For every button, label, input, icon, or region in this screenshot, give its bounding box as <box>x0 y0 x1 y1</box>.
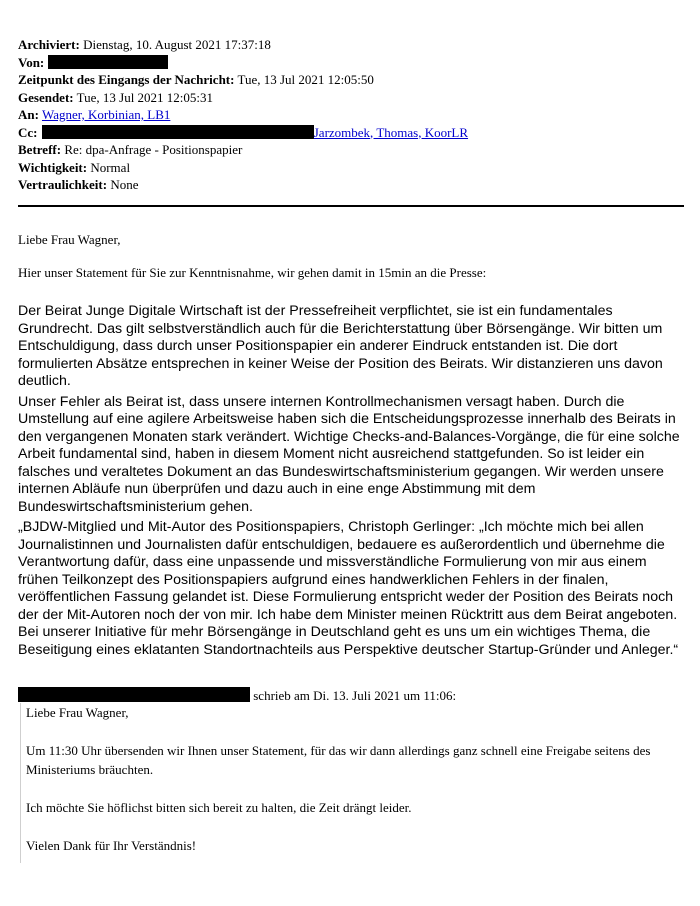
importance-row <box>18 159 468 177</box>
from-row <box>18 54 468 72</box>
subject-label: Betreff: <box>18 142 62 157</box>
redaction-bar <box>18 687 250 702</box>
received-label: Zeitpunkt des Eingangs der Nachricht: <box>18 72 235 87</box>
quoted-line: Ich möchte Sie höflichst bitten sich bereit zu halten, die Zeit drängt leider. <box>26 800 412 815</box>
from-label: Von: <box>18 54 45 70</box>
to-recipient-link[interactable]: Wagner, Korbinian, LB1 <box>41 107 171 122</box>
statement-paragraph: Der Beirat Junge Digitale Wirtschaft ist der Pressefreiheit verpflichtet, sie ist ein fundamentales Grundrecht. Das gilt selbstverständlich auch für die Berichterstattung über Börsengänge. Wir bitten um Entschuldigung, dass durch unser Positionspapier ein anderer Eindruck entstanden ist. Die dort formulierten Absätze entsprechen in keiner Weise der Position des Beirats. Wir distanzieren uns davon deutlich. <box>18 303 663 389</box>
confidentiality-value: None <box>110 177 139 192</box>
sent-row <box>18 89 468 107</box>
confidentiality-row <box>18 176 468 194</box>
quoted-greeting: Liebe Frau Wagner, <box>26 705 129 720</box>
greeting: Liebe Frau Wagner, <box>18 232 121 247</box>
subject-row <box>18 141 468 159</box>
quote-attribution <box>18 687 456 704</box>
quoted-line: Vielen Dank für Ihr Verständnis! <box>26 838 197 853</box>
archived-label: Archiviert: <box>18 37 80 52</box>
to-row <box>18 106 468 124</box>
importance-label: Wichtigkeit: <box>18 159 88 175</box>
archived-value: Dienstag, 10. August 2021 17:37:18 <box>83 37 271 52</box>
cc-recipient-link[interactable]: Jarzombek, Thomas, KoorLR <box>313 124 469 140</box>
archived-row <box>18 36 468 54</box>
email-header <box>18 36 468 194</box>
statement-body <box>18 303 682 662</box>
statement-paragraph: Unser Fehler als Beirat ist, dass unsere internen Kontrollmechanismen versagt haben. Durch die Umstellung auf eine agilere Arbeitsweise haben sich die Entscheidungsprozesse innerhalb des Beirats in den vergangenen Monaten stark verändert. Wichtige Checks-and-Balances-Vorgänge, die für eine solche Arbeit fundamental sind, haben in diesem Moment nicht ausreichend stattgefunden. So ist leider ein falsches und veraltetes Dokument an das Bundeswirtschaftsministerium gegangen. Wir werden unsere internen Abläufe nun überprüfen und dazu auch in eine enge Abstimmung mit dem Bundeswirtschaftsministerium gehen. <box>18 393 680 515</box>
sent-value: Tue, 13 Jul 2021 12:05:31 <box>76 89 214 105</box>
redaction-bar <box>42 125 314 139</box>
received-row <box>18 71 468 89</box>
header-divider <box>18 205 684 207</box>
quote-attribution-text: schrieb am Di. 13. Juli 2021 um 11:06: <box>253 688 457 703</box>
intro-text: Hier unser Statement für Sie zur Kenntnisnahme, wir gehen damit in 15min an die Presse: <box>18 265 487 280</box>
received-value: Tue, 13 Jul 2021 12:05:50 <box>237 72 374 87</box>
importance-value: Normal <box>90 159 131 175</box>
quoted-message <box>20 703 686 863</box>
quoted-line: Um 11:30 Uhr übersenden wir Ihnen unser Statement, für das wir dann allerdings ganz schnell eine Freigabe seitens des Ministeriums bräuchten. <box>26 743 651 777</box>
sent-label: Gesendet: <box>18 89 74 105</box>
to-label: An: <box>18 107 39 122</box>
subject-value: Re: dpa-Anfrage - Positionspapier <box>64 142 243 157</box>
statement-paragraph: „BJDW-Mitglied und Mit-Autor des Positionspapiers, Christoph Gerlinger: „Ich möchte mich bei allen Journalistinnen und Journalisten dafür entschuldigen, bedauere es außerordentlich und übernehme die Verantwortung dafür, dass eine unpassende und missverständliche Formulierung von mir aus einem frühen Teilkonzept des Positionspapiers aufgrund eines handwerklichen Fehlers in der finalen, veröffentlichen Fassung gelandet ist. Diese Formulierung entspricht weder der Position des Beirats noch der der Mit-Autoren noch der von mir. Ich habe dem Minister meinen Rücktritt aus dem Beirat angeboten. Bei unserer Initiative für mehr Börsengänge in Deutschland geht es uns um ein wichtiges Thema, die Beseitigung eines eklatanten Standortnachteils aus Perspektive deutscher Startup-Gründer und Anleger.“ <box>18 519 679 658</box>
cc-label: Cc: <box>18 124 38 140</box>
confidentiality-label: Vertraulichkeit: <box>18 177 108 192</box>
cc-row <box>18 124 468 142</box>
redaction-bar <box>48 55 168 69</box>
